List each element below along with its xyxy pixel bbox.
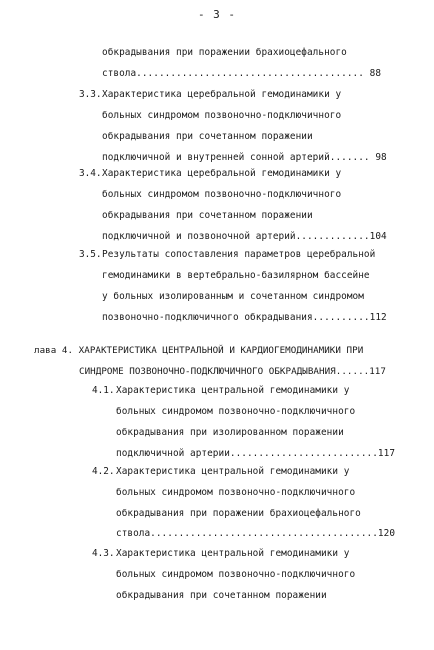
- toc-entry-number: 3.5.: [79, 249, 102, 260]
- toc-entry-line: обкрадывания при поражении брахиоцефального: [102, 47, 347, 58]
- toc-entry-line: подключичной и внутренней сонной артерий....... 98: [102, 152, 387, 163]
- toc-entry-line: подключичной артерии..........................117: [116, 448, 396, 459]
- toc-entry-line: больных синдромом позвоночно-подключичного: [116, 487, 356, 498]
- toc-entry-number: 4.1.: [92, 385, 115, 396]
- toc-entry-line: гемодинамики в вертебрально-базилярном бассейне: [102, 270, 370, 281]
- toc-entry-number: 4.3.: [92, 548, 115, 559]
- toc-entry-line: ствола........................................120: [116, 528, 396, 539]
- toc-entry-line: Характеристика центральной гемодинамики у: [116, 548, 350, 559]
- toc-entry-line: Результаты сопоставления параметров церебральной: [102, 249, 376, 260]
- chapter-heading: СИНДРОМЕ ПОЗВОНОЧНО-ПОДКЛЮЧИЧНОГО ОБКРАДЫВАНИЯ......117: [79, 366, 386, 377]
- toc-entry-line: обкрадывания при сочетанном поражении: [116, 590, 327, 601]
- chapter-heading: лава 4. ХАРАКТЕРИСТИКА ЦЕНТРАЛЬНОЙ И КАРДИОГЕМОДИНАМИКИ ПРИ: [34, 345, 364, 356]
- toc-entry-line: больных синдромом позвоночно-подключичного: [102, 110, 342, 121]
- toc-entry-line: Характеристика церебральной гемодинамики у: [102, 89, 342, 100]
- toc-entry-line: Характеристика центральной гемодинамики у: [116, 385, 350, 396]
- toc-entry-line: у больных изолированным и сочетанном синдромом: [102, 291, 364, 302]
- toc-entry-line: больных синдромом позвоночно-подключичного: [116, 569, 356, 580]
- toc-entry-line: обкрадывания при сочетанном поражении: [102, 131, 313, 142]
- toc-entry-line: больных синдромом позвоночно-подключичного: [102, 189, 342, 200]
- toc-entry-line: больных синдромом позвоночно-подключичного: [116, 406, 356, 417]
- toc-entry-line: позвоночно-подключичного обкрадывания..........112: [102, 312, 387, 323]
- toc-entry-line: обкрадывания при поражении брахиоцефального: [116, 508, 361, 519]
- toc-entry-line: обкрадывания при сочетанном поражении: [102, 210, 313, 221]
- toc-entry-line: обкрадывания при изолированном поражении: [116, 427, 344, 438]
- toc-entry-number: 3.4.: [79, 168, 102, 179]
- toc-entry-line: подключичной и позвоночной артерий.............104: [102, 231, 387, 242]
- page-number: - 3 -: [197, 8, 237, 21]
- toc-entry-number: 3.3.: [79, 89, 102, 100]
- toc-entry-line: Характеристика церебральной гемодинамики у: [102, 168, 342, 179]
- toc-entry-line: Характеристика центральной гемодинамики у: [116, 466, 350, 477]
- toc-entry-line: ствола........................................ 88: [102, 68, 382, 79]
- toc-entry-number: 4.2.: [92, 466, 115, 477]
